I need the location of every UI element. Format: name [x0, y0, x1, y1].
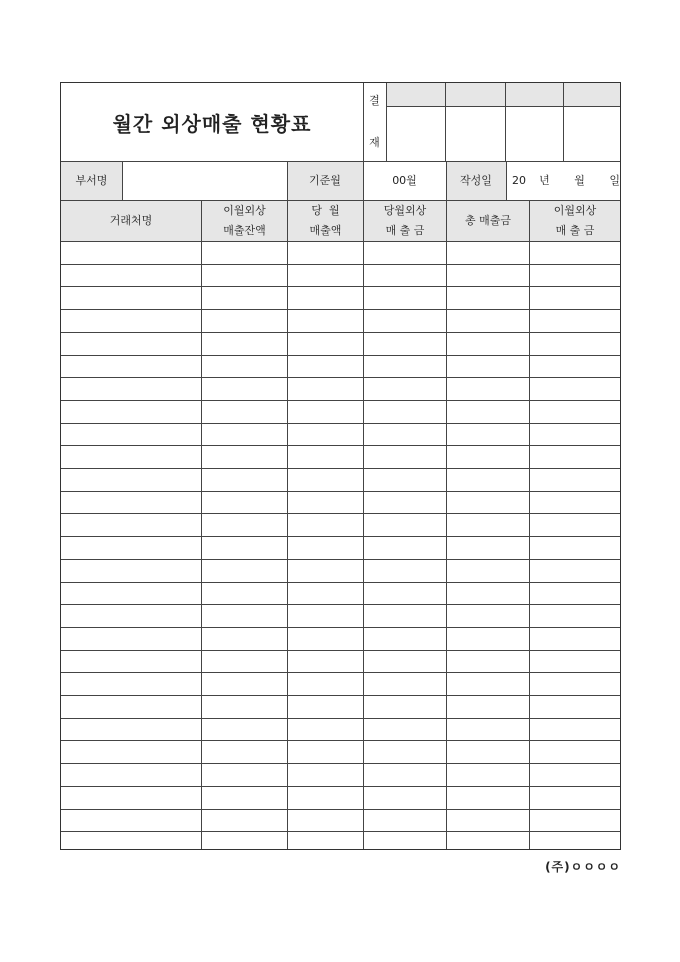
table-row[interactable] [61, 582, 620, 583]
col-header-label: 매출액 [309, 224, 342, 237]
table-row[interactable] [61, 786, 620, 787]
col-header-label: 매출잔액 [223, 224, 266, 237]
col-header-label: 매 출 금 [385, 224, 425, 237]
table-row[interactable] [61, 536, 620, 537]
month-unit: 월 [574, 174, 585, 187]
col-header-label: 총 매출금 [464, 214, 511, 227]
col-header-label: 당월외상 [383, 204, 427, 217]
written-date-label: 작성일 [446, 162, 506, 200]
approval-header-row [386, 83, 620, 106]
approval-bottom-label: 재 [369, 136, 380, 149]
document-title: 월간 외상매출 현황표 [112, 111, 312, 136]
col-header-label: 이월외상 [553, 204, 597, 217]
written-date-field[interactable] [506, 162, 620, 200]
table-row[interactable] [61, 763, 620, 764]
dept-label: 부서명 [61, 162, 122, 200]
table-row[interactable] [61, 332, 620, 333]
table-row[interactable] [61, 445, 620, 446]
table-row[interactable] [61, 718, 620, 719]
table-row[interactable] [61, 559, 620, 560]
table-row[interactable] [61, 355, 620, 356]
base-month-value[interactable]: 00월 [392, 174, 417, 187]
table-row[interactable] [61, 627, 620, 628]
col-header-client-label: 거래처명 [109, 214, 153, 227]
report-form [60, 82, 621, 850]
col-header-total-sales [447, 201, 529, 241]
written-date-year: 20 [512, 174, 526, 187]
table-row[interactable] [61, 286, 620, 287]
col-header-client [61, 201, 201, 241]
table-row[interactable] [61, 491, 620, 492]
table-row[interactable] [61, 604, 620, 605]
col-header-carryover-balance [202, 201, 287, 241]
table-row[interactable] [61, 377, 620, 378]
day-unit: 일 [609, 174, 620, 187]
table-row[interactable] [61, 513, 620, 514]
table-row[interactable] [61, 468, 620, 469]
approval-sign-box-3[interactable] [506, 106, 563, 161]
year-unit: 년 [539, 174, 550, 187]
table-row[interactable] [61, 672, 620, 673]
table-row[interactable] [61, 831, 620, 832]
approval-sign-box-4[interactable] [564, 106, 620, 161]
approval-top-label: 결 [369, 94, 380, 107]
table-row[interactable] [61, 241, 620, 242]
table-row[interactable] [61, 264, 620, 265]
table-row[interactable] [61, 309, 620, 310]
col-header-label: 당 월 [311, 204, 340, 217]
approval-sign-box-1[interactable] [386, 106, 445, 161]
col-header-carryover-credit [530, 201, 620, 241]
table-row[interactable] [61, 740, 620, 741]
table-row[interactable] [61, 695, 620, 696]
col-header-monthly-credit [364, 201, 446, 241]
col-header-monthly-sales [288, 201, 363, 241]
base-month-label: 기준월 [287, 162, 363, 200]
table-row[interactable] [61, 423, 620, 424]
table-row[interactable] [61, 400, 620, 401]
table-row[interactable] [61, 809, 620, 810]
col-header-label: 매 출 금 [555, 224, 595, 237]
col-header-label: 이월외상 [223, 204, 266, 217]
company-name: (주)ㅇㅇㅇㅇ [545, 860, 621, 874]
dept-value[interactable] [122, 162, 287, 200]
approval-sign-box-2[interactable] [446, 106, 505, 161]
table-row[interactable] [61, 650, 620, 651]
